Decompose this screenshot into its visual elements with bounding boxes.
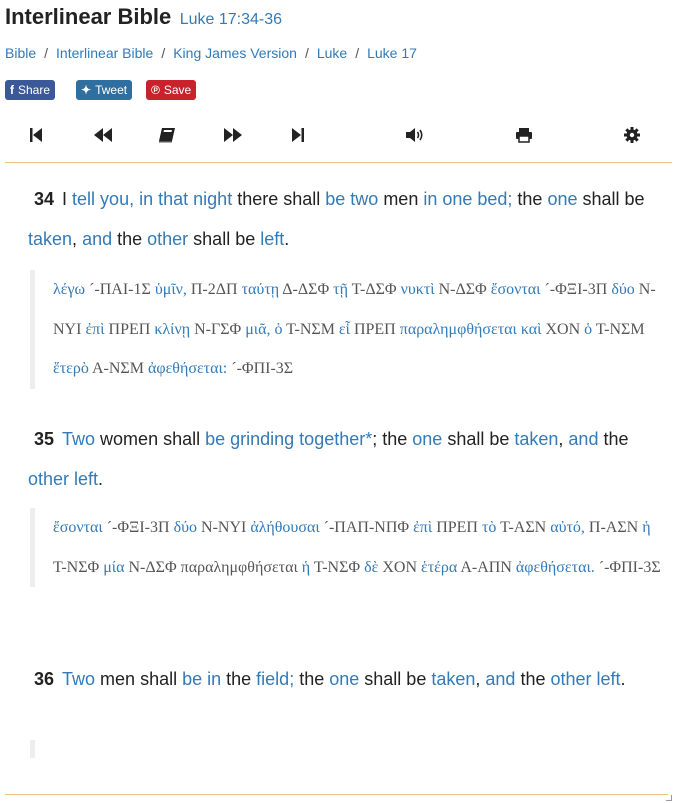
verse-word-text: there shall bbox=[232, 189, 326, 209]
breadcrumb-version[interactable]: King James Version bbox=[173, 45, 297, 61]
greek-word-text: ´-ΠΑΠ-ΝΠΦ bbox=[319, 519, 414, 536]
greek-word-link[interactable]: παραλημφθήσεται bbox=[399, 320, 517, 338]
greek-word-text: ´-ΦΞΙ-3Π bbox=[102, 519, 174, 536]
verse-word-link[interactable]: be grinding together* bbox=[205, 429, 373, 449]
verse-36-text bbox=[28, 659, 668, 699]
skip-end-icon[interactable] bbox=[291, 127, 313, 147]
verse-word-link[interactable]: in bbox=[139, 189, 154, 209]
verse-35-text bbox=[28, 419, 668, 499]
chapter-reference[interactable]: Luke 17:34-36 bbox=[179, 11, 283, 28]
resize-corner bbox=[666, 795, 672, 801]
verse-word-link[interactable]: other left bbox=[28, 469, 99, 489]
greek-word-text: Ν-ΝΥΙ bbox=[197, 519, 251, 536]
verse-number[interactable]: 34 bbox=[34, 189, 55, 209]
twitter-icon: ✦ bbox=[81, 83, 92, 97]
greek-word-text: ΧΟΝ bbox=[541, 320, 585, 338]
greek-word-link[interactable]: τὸ bbox=[481, 519, 497, 536]
verse-word-text: women shall bbox=[95, 429, 206, 449]
verse-word-text: shall be bbox=[442, 429, 515, 449]
book-icon[interactable] bbox=[158, 127, 180, 147]
rewind-icon[interactable] bbox=[93, 127, 115, 147]
verse-word-link[interactable]: be two bbox=[325, 189, 379, 209]
greek-word-text: Τ-ΔΣΦ bbox=[347, 281, 401, 298]
verse-word-link[interactable]: be in bbox=[182, 669, 222, 689]
breadcrumb bbox=[5, 45, 417, 61]
verse-word-link[interactable]: that night bbox=[158, 189, 233, 209]
verse-word-link[interactable]: one bbox=[329, 669, 360, 689]
verse-word-text: the bbox=[515, 669, 551, 689]
save-button[interactable] bbox=[146, 80, 196, 100]
greek-word-text: ΠΡΕΠ bbox=[104, 320, 155, 338]
breadcrumb-separator: / bbox=[161, 45, 166, 61]
breadcrumb-interlinear[interactable]: Interlinear Bible bbox=[56, 45, 154, 61]
verse-word-link[interactable]: and bbox=[568, 429, 599, 449]
verse-word-link[interactable]: taken bbox=[514, 429, 559, 449]
greek-word-link[interactable]: αὐτό, bbox=[550, 519, 585, 536]
greek-word-link[interactable]: ἔσονται bbox=[53, 519, 103, 536]
skip-start-icon[interactable] bbox=[29, 127, 51, 147]
verse-word-link[interactable]: other bbox=[550, 669, 592, 689]
verse-word-link[interactable]: taken bbox=[431, 669, 476, 689]
save-label: Save bbox=[163, 83, 192, 97]
greek-word-link[interactable]: ἡ bbox=[301, 558, 311, 576]
greek-word-text: Α-ΝΣΜ bbox=[88, 360, 148, 377]
verse-word-text: ; the bbox=[372, 429, 413, 449]
page-title: Interlinear Bible bbox=[5, 4, 172, 29]
verse-word-text: , bbox=[475, 669, 486, 689]
greek-word-link[interactable]: ἀφεθήσεται: bbox=[147, 360, 228, 377]
verse-word-text: shall be bbox=[359, 669, 432, 689]
breadcrumb-bible[interactable]: Bible bbox=[5, 45, 37, 61]
verse-word-text: the bbox=[512, 189, 548, 209]
greek-word-text: Α-ΑΠΝ bbox=[457, 558, 516, 576]
greek-word-text: Τ-ΝΣΦ bbox=[53, 558, 104, 576]
verse-34-text bbox=[28, 179, 668, 259]
greek-word-link[interactable]: ἐπὶ bbox=[413, 519, 433, 536]
volume-icon[interactable] bbox=[405, 127, 427, 147]
greek-word-link[interactable]: ὑμῖν, bbox=[154, 281, 187, 298]
verse-34-greek bbox=[30, 270, 663, 389]
footer-divider bbox=[5, 794, 668, 795]
greek-word-text: Τ-ΝΣΜ bbox=[282, 320, 339, 338]
verse-word-text: men bbox=[378, 189, 424, 209]
breadcrumb-separator: / bbox=[304, 45, 309, 61]
verse-35-greek bbox=[30, 508, 663, 587]
page-header bbox=[5, 4, 282, 30]
greek-word-link[interactable]: λέγω bbox=[53, 281, 86, 298]
greek-word-link[interactable]: κλίνῃ bbox=[154, 320, 191, 338]
verse-word-link[interactable]: one bbox=[412, 429, 443, 449]
greek-word-text: ΠΡΕΠ bbox=[349, 320, 400, 338]
greek-word-link[interactable]: ἀλήθουσαι bbox=[250, 519, 320, 536]
greek-word-text: Π-2ΔΠ bbox=[186, 281, 242, 298]
greek-word-text: ´-ΦΠΙ-3Σ bbox=[227, 360, 294, 377]
greek-word-text: Ν-ΔΣΦ bbox=[434, 281, 491, 298]
greek-word-text: Ν-ΔΣΦ παραλημφθήσεται bbox=[124, 558, 302, 576]
greek-word-link[interactable]: ἡ bbox=[642, 519, 651, 536]
greek-word-link[interactable]: ὁ bbox=[584, 320, 593, 338]
verse-word-link[interactable]: left bbox=[260, 229, 285, 249]
verse-word-link[interactable]: tell you, bbox=[72, 189, 135, 209]
greek-word-text: ´-ΦΠΙ-3Σ bbox=[594, 558, 661, 576]
toolbar bbox=[5, 118, 672, 156]
verse-word-text: men shall bbox=[95, 669, 183, 689]
greek-word-link[interactable]: ἐπὶ bbox=[85, 320, 105, 338]
greek-word-text: Τ-ΝΣΜ bbox=[592, 320, 645, 338]
verse-word-link[interactable]: Two bbox=[62, 429, 96, 449]
verse-word-link[interactable]: other bbox=[147, 229, 189, 249]
greek-word-link[interactable]: νυκτὶ bbox=[400, 281, 435, 298]
breadcrumb-separator: / bbox=[355, 45, 360, 61]
fast-forward-icon[interactable] bbox=[223, 127, 245, 147]
greek-word-text: ΧΟΝ bbox=[378, 558, 422, 576]
breadcrumb-chapter[interactable]: Luke 17 bbox=[367, 45, 417, 61]
breadcrumb-book[interactable]: Luke bbox=[316, 45, 348, 61]
greek-word-link[interactable]: τῇ bbox=[333, 281, 348, 298]
verse-word-link[interactable]: left bbox=[596, 669, 621, 689]
verse-word-text: , bbox=[72, 229, 83, 249]
greek-word-link[interactable]: δὲ bbox=[364, 558, 379, 576]
greek-word-link[interactable]: μιᾶ, bbox=[245, 320, 271, 338]
verse-word-text: , bbox=[558, 429, 569, 449]
greek-word-link[interactable]: ἀφεθήσεται. bbox=[515, 558, 595, 576]
verse-36-greek bbox=[30, 740, 35, 758]
print-icon[interactable] bbox=[515, 127, 537, 147]
verse-word-link[interactable]: taken bbox=[28, 229, 73, 249]
share-button[interactable] bbox=[5, 80, 55, 100]
verse-word-text: . bbox=[284, 229, 290, 249]
verse-number[interactable]: 36 bbox=[34, 669, 55, 689]
greek-word-text: Τ-ΝΣΦ bbox=[310, 558, 365, 576]
toolbar-divider bbox=[5, 162, 672, 163]
greek-word-text: ´-ΠΑΙ-1Σ bbox=[85, 281, 155, 298]
greek-word-link[interactable]: ταύτῃ bbox=[241, 281, 280, 298]
greek-word-link[interactable]: ἔσονται bbox=[490, 281, 541, 298]
verse-word-text: the bbox=[294, 669, 330, 689]
verse-word-text: the bbox=[221, 669, 257, 689]
verse-word-text: shall be bbox=[188, 229, 261, 249]
breadcrumb-separator: / bbox=[44, 45, 49, 61]
greek-word-text: Π-ΑΣΝ bbox=[584, 519, 643, 536]
greek-word-text: Ν-ΝΥΙ bbox=[53, 281, 656, 338]
greek-word-link[interactable]: ἑτέρα bbox=[421, 558, 458, 576]
greek-word-link[interactable]: μία bbox=[103, 558, 125, 576]
gear-icon[interactable] bbox=[624, 127, 646, 147]
tweet-button[interactable] bbox=[76, 80, 132, 100]
verse-word-link[interactable]: in one bed; bbox=[423, 189, 513, 209]
verse-word-text: the bbox=[112, 229, 148, 249]
verse-word-text: the bbox=[598, 429, 629, 449]
greek-word-link[interactable]: δύο bbox=[611, 281, 635, 298]
greek-word-text: Ν-ΓΣΦ bbox=[190, 320, 246, 338]
tweet-label: Tweet bbox=[95, 83, 128, 97]
greek-word-link[interactable]: δύο bbox=[173, 519, 198, 536]
facebook-icon: f bbox=[10, 83, 14, 97]
greek-word-text: ´-ΦΞΙ-3Π bbox=[540, 281, 612, 298]
verse-word-text: . bbox=[98, 469, 104, 489]
verse-word-link[interactable]: Two bbox=[62, 669, 96, 689]
verse-word-link[interactable]: one bbox=[547, 189, 578, 209]
greek-word-link[interactable]: ἕτερὸ bbox=[53, 360, 89, 377]
pinterest-icon: ℗ bbox=[151, 83, 160, 97]
verse-number[interactable]: 35 bbox=[34, 429, 55, 449]
verse-word-link[interactable]: field; bbox=[256, 669, 295, 689]
greek-word-link[interactable]: εἷ bbox=[338, 320, 350, 338]
verse-word-text: . bbox=[620, 669, 626, 689]
share-label: Share bbox=[18, 83, 51, 97]
greek-word-text: Τ-ΑΣΝ bbox=[496, 519, 551, 536]
greek-word-text: Δ-ΔΣΦ bbox=[279, 281, 334, 298]
verse-word-text: shall be bbox=[577, 189, 645, 209]
verse-word-link[interactable]: and bbox=[82, 229, 113, 249]
verse-word-text: I bbox=[62, 189, 73, 209]
greek-word-text: ΠΡΕΠ bbox=[432, 519, 482, 536]
verse-word-link[interactable]: and bbox=[485, 669, 516, 689]
greek-word-link[interactable]: ὁ bbox=[274, 320, 283, 338]
greek-word-link[interactable]: καὶ bbox=[520, 320, 542, 338]
